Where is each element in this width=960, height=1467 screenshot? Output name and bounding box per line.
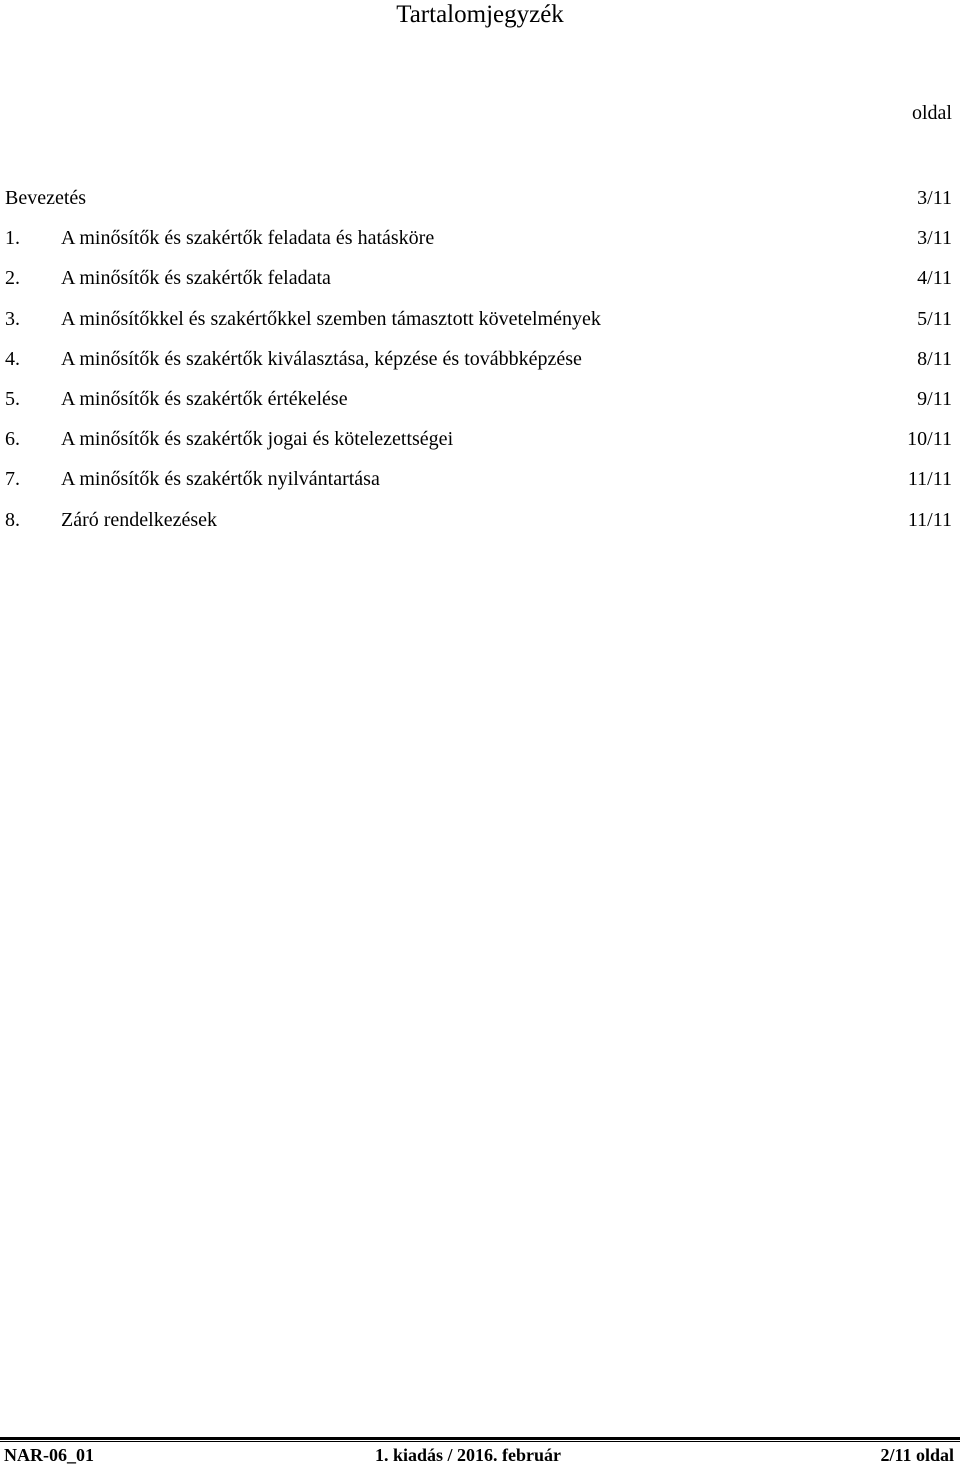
toc-entry-number: 3.	[5, 307, 20, 330]
toc-entry-page: 4/11	[917, 267, 952, 290]
footer-document-id: NAR-06_01	[4, 1445, 94, 1465]
toc-entry-page: 5/11	[917, 307, 952, 330]
toc-entry-3[interactable]	[5, 306, 952, 346]
toc-entry-number: 5.	[5, 387, 20, 410]
toc-entry-8[interactable]	[5, 507, 952, 547]
toc-entry-2[interactable]	[5, 265, 952, 305]
toc-entry-title: A minősítők és szakértők feladata és hatásköre	[61, 227, 435, 250]
toc-entry-page: 11/11	[907, 508, 952, 531]
toc-entry-title: A minősítők és szakértők feladata	[61, 267, 331, 290]
toc-entry-title: Záró rendelkezések	[61, 508, 218, 531]
toc-entry-title: A minősítők és szakértők értékelése	[61, 387, 348, 410]
page-column-header: oldal	[912, 102, 952, 124]
toc-entry-number: 6.	[5, 428, 20, 451]
footer-edition: 1. kiadás / 2016. február	[375, 1445, 562, 1465]
toc-entry-6[interactable]	[5, 426, 952, 466]
toc-entry-title: Bevezetés	[5, 187, 87, 209]
footer-divider-thin	[0, 1441, 960, 1442]
toc-entry-title: A minősítők és szakértők kiválasztása, képzése és továbbképzése	[61, 347, 582, 370]
toc-entry-number: 8.	[5, 508, 20, 531]
toc-entry-page: 10/11	[907, 428, 952, 451]
toc-entry-title: A minősítőkkel és szakértőkkel szemben támasztott követelmények	[61, 307, 601, 330]
toc-entry-5[interactable]	[5, 386, 952, 426]
toc-entry-number: 4.	[5, 347, 20, 370]
toc-entry-number: 1.	[5, 227, 20, 250]
page-footer	[0, 1444, 960, 1467]
toc-entry-page: 8/11	[917, 347, 952, 370]
toc-entry-7[interactable]	[5, 466, 952, 506]
toc-entry-number: 2.	[5, 267, 20, 290]
page-title: Tartalomjegyzék	[396, 1, 564, 28]
toc-entry-title: A minősítők és szakértők jogai és kötelezettségei	[61, 428, 454, 451]
toc-entry-introduction[interactable]	[5, 185, 952, 225]
toc-entry-number: 7.	[5, 468, 20, 491]
toc-entry-page: 11/11	[907, 468, 952, 491]
toc-entry-1[interactable]	[5, 225, 952, 265]
footer-divider-thick	[0, 1437, 960, 1440]
toc-entry-page: 3/11	[917, 227, 952, 250]
table-of-contents	[5, 185, 952, 547]
toc-entry-page: 3/11	[917, 187, 952, 209]
footer-page-number: 2/11 oldal	[880, 1445, 954, 1465]
toc-entry-title: A minősítők és szakértők nyilvántartása	[61, 468, 380, 491]
toc-entry-4[interactable]	[5, 346, 952, 386]
toc-entry-page: 9/11	[917, 387, 952, 410]
